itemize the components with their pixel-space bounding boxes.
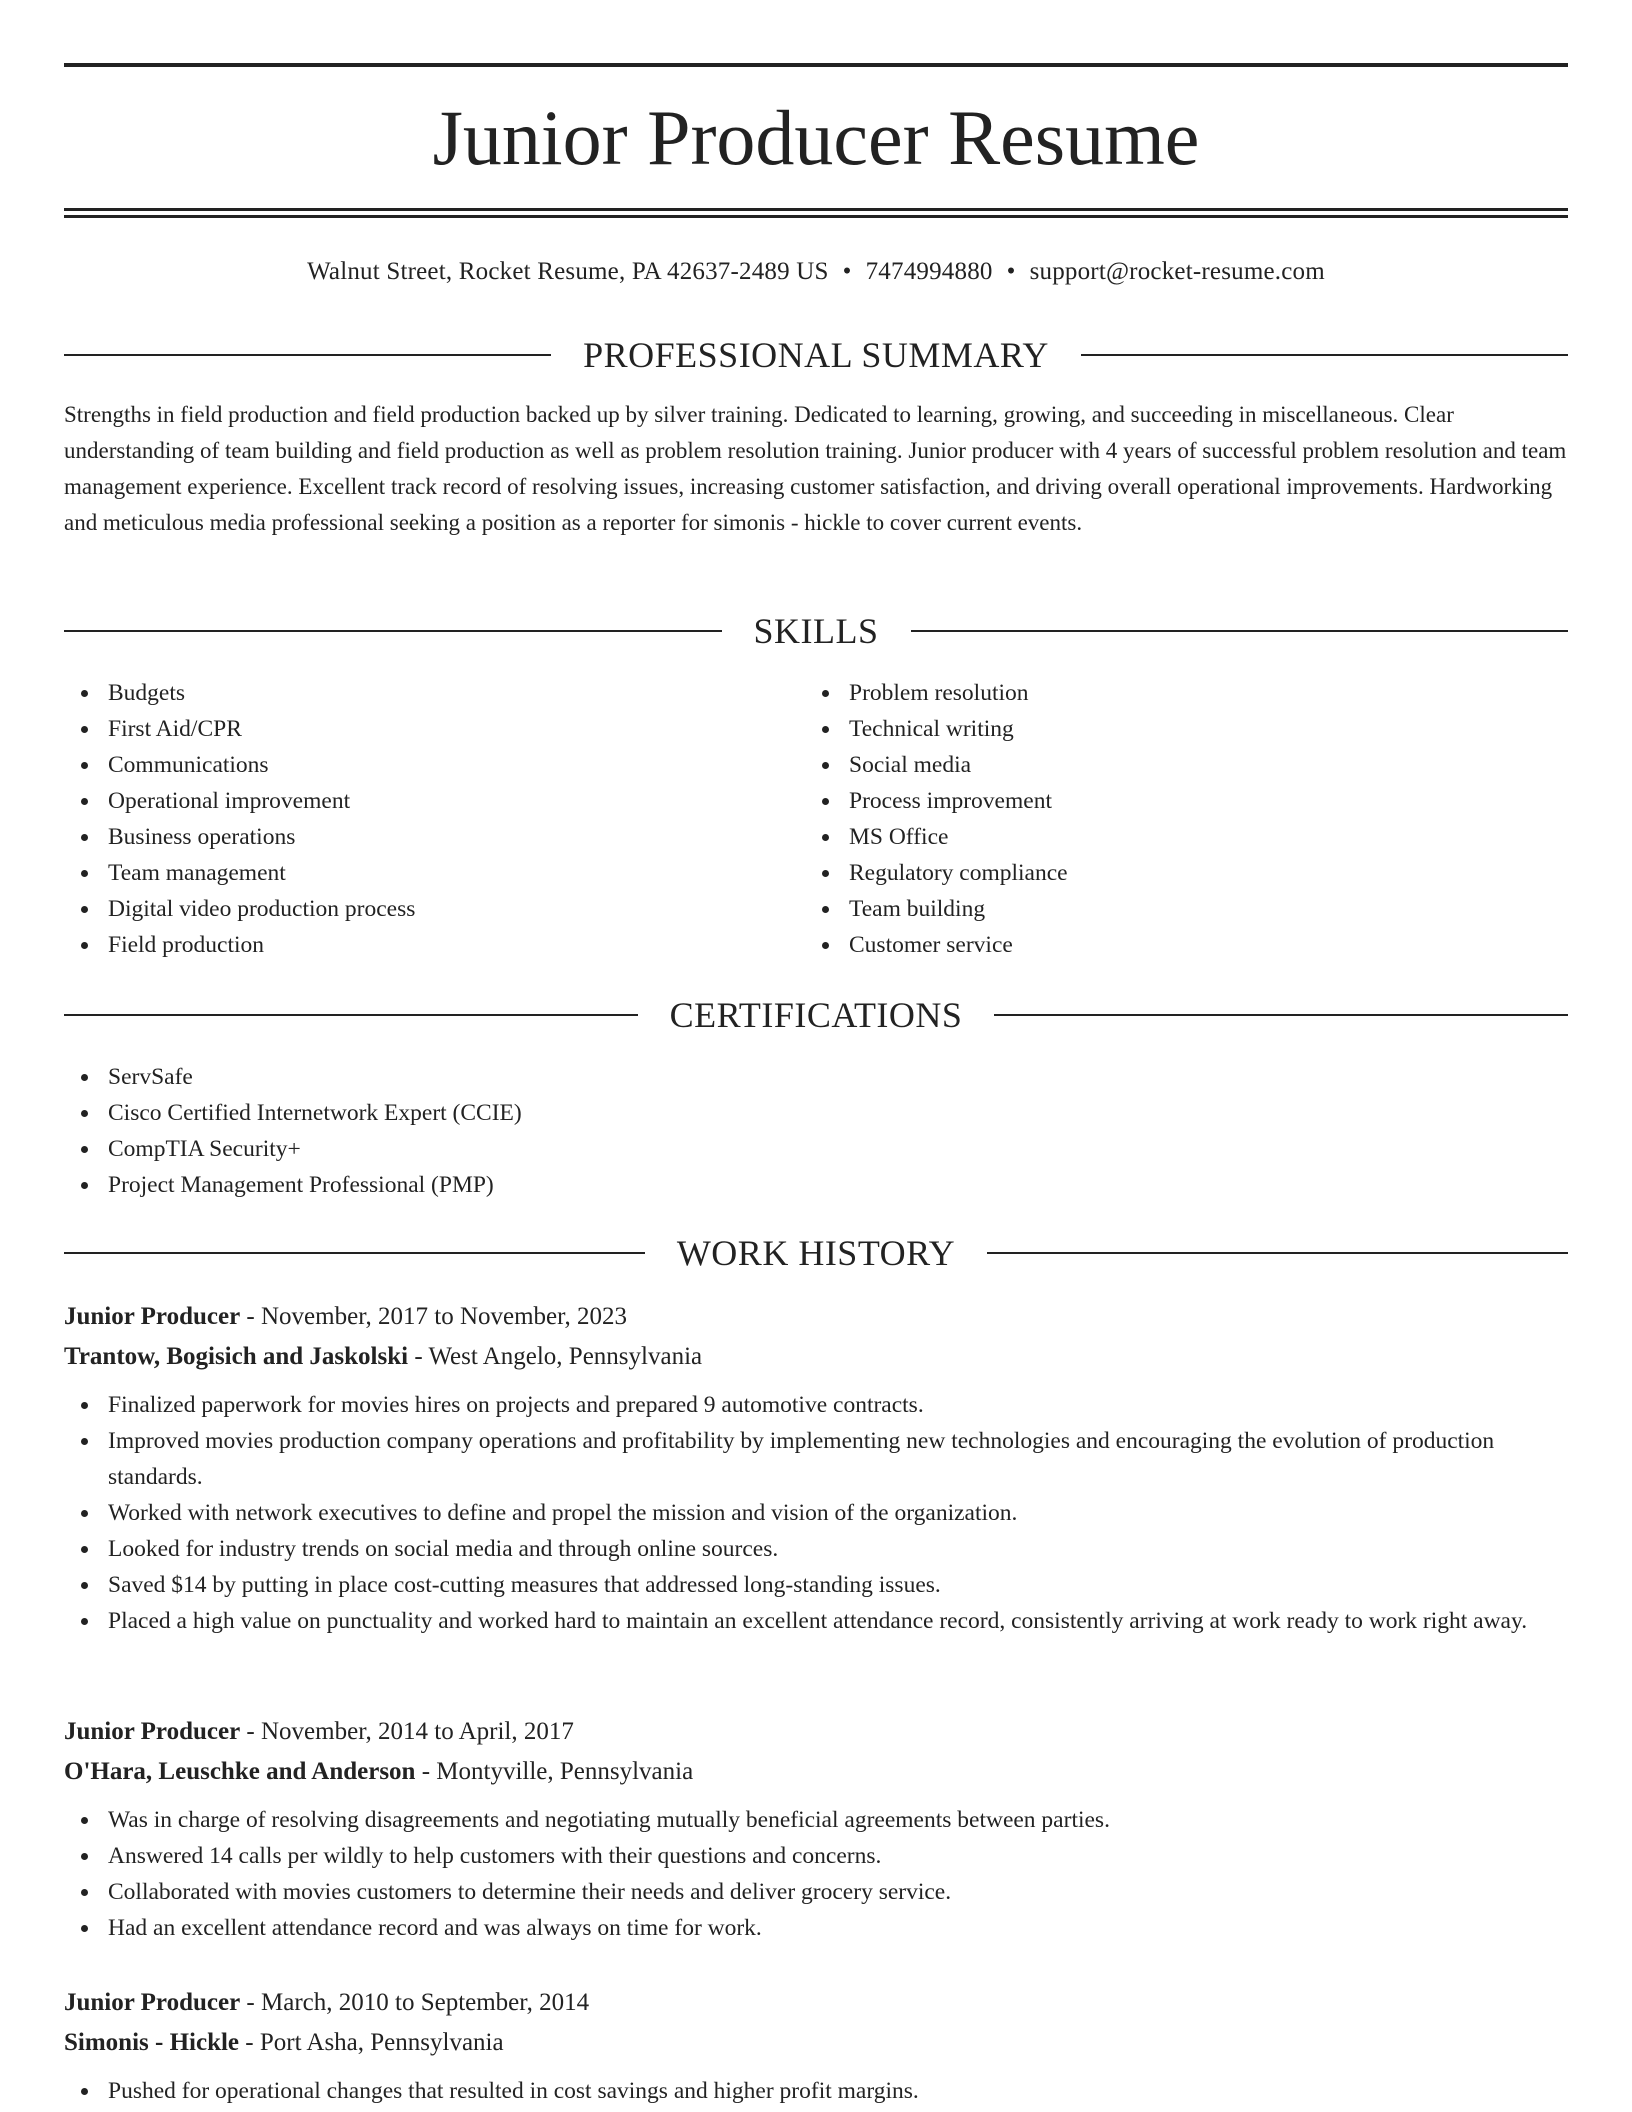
certifications-heading-text: CERTIFICATIONS (669, 995, 963, 1035)
certification-item: Project Management Professional (PMP) (64, 1167, 1264, 1203)
skills-list-left (64, 675, 764, 963)
heading-rule (64, 630, 722, 632)
heading-rule (64, 1014, 638, 1016)
job-title: Junior Producer (64, 1718, 241, 1745)
job-location: - Montyville, Pennsylvania (415, 1758, 694, 1785)
job-company-line (64, 2023, 1568, 2063)
skill-item: First Aid/CPR (64, 711, 764, 747)
job-location: - West Angelo, Pennsylvania (408, 1343, 703, 1370)
skill-item: Technical writing (805, 711, 1505, 747)
top-rule (64, 63, 1568, 67)
certification-item: ServSafe (64, 1059, 1264, 1095)
skill-item: Customer service (805, 927, 1505, 963)
job-bullet: Improved movies production company operations and profitability by implementing new technologies and encouraging the evolution of production standards. (64, 1423, 1568, 1495)
contact-phone: 7474994880 (865, 258, 993, 285)
heading-rule (64, 1252, 645, 1254)
job-company-line (64, 1752, 1568, 1792)
job-location: - Port Asha, Pennsylvania (239, 2029, 504, 2056)
job-bullet: Collaborated with movies customers to determine their needs and deliver grocery service. (64, 1874, 1568, 1910)
skill-item: Process improvement (805, 783, 1505, 819)
job-title-line (64, 1712, 1568, 1752)
job-bullet: Looked for industry trends on social media and through online sources. (64, 1531, 1568, 1567)
job-bullet: Pushed for operational changes that resulted in cost savings and higher profit margins. (64, 2073, 1568, 2109)
heading-rule (987, 1252, 1568, 1254)
work-heading (64, 1231, 1568, 1275)
skill-item: Team management (64, 855, 764, 891)
job-bullet: Was in charge of resolving disagreements and negotiating mutually beneficial agreements between parties. (64, 1802, 1568, 1838)
certifications-heading (64, 993, 1568, 1037)
heading-rule (1081, 354, 1568, 356)
job-title-line (64, 1983, 1568, 2023)
skill-item: Field production (64, 927, 764, 963)
skill-item: Regulatory compliance (805, 855, 1505, 891)
job-bullet: Saved $14 by putting in place cost-cutting measures that addressed long-standing issues. (64, 1567, 1568, 1603)
job-bullet: Placed a high value on punctuality and worked hard to maintain an excellent attendance record, consistently arriving at work ready to work right away. (64, 1603, 1568, 1639)
certification-item: Cisco Certified Internetwork Expert (CCIE) (64, 1095, 1264, 1131)
contact-separator: • (1006, 258, 1016, 285)
job-bullets (64, 1387, 1568, 1639)
work-heading-text: WORK HISTORY (676, 1233, 956, 1273)
skills-heading (64, 609, 1568, 653)
job-dates: - November, 2014 to April, 2017 (240, 1718, 574, 1745)
job-entry (64, 1297, 1568, 1639)
skill-item: Budgets (64, 675, 764, 711)
job-bullet: Finalized paperwork for movies hires on projects and prepared 9 automotive contracts. (64, 1387, 1568, 1423)
job-title: Junior Producer (64, 1303, 241, 1330)
skill-item: Team building (805, 891, 1505, 927)
job-company: Trantow, Bogisich and Jaskolski (64, 1343, 409, 1370)
skill-item: Social media (805, 747, 1505, 783)
job-bullets (64, 1802, 1568, 1946)
contact-address: Walnut Street, Rocket Resume, PA 42637-2489 US (307, 258, 829, 285)
title-rule-upper (64, 208, 1568, 211)
summary-text: Strengths in field production and field production backed up by silver training. Dedicated to learning, growing, and succeeding in miscellaneous. Clear understanding of team building and field production as well as problem resolution training. Junior producer with 4 years of successful problem resolution and team management experience. Excellent track record of resolving issues, increasing customer satisfaction, and driving overall operational improvements. Hardworking and meticulous media professional seeking a position as a reporter for simonis - hickle to cover current events. (64, 402, 1567, 535)
job-bullet: Worked with network executives to define and propel the mission and vision of the organization. (64, 1495, 1568, 1531)
job-company-line (64, 1337, 1568, 1377)
job-title: Junior Producer (64, 1989, 241, 2016)
job-title-line (64, 1297, 1568, 1337)
title-rule-lower (64, 215, 1568, 218)
certification-item: CompTIA Security+ (64, 1131, 1264, 1167)
job-bullet: Answered 14 calls per wildly to help customers with their questions and concerns. (64, 1838, 1568, 1874)
job-company: O'Hara, Leuschke and Anderson (64, 1758, 416, 1785)
skill-item: Digital video production process (64, 891, 764, 927)
job-bullet: Had an excellent attendance record and was always on time for work. (64, 1910, 1568, 1946)
skill-item: Problem resolution (805, 675, 1505, 711)
skills-heading-text: SKILLS (753, 611, 879, 651)
job-entry (64, 1983, 1568, 2109)
summary-heading (64, 333, 1568, 377)
skill-item: Communications (64, 747, 764, 783)
certifications-list (64, 1059, 1264, 1203)
heading-rule (64, 354, 551, 356)
skill-item: Business operations (64, 819, 764, 855)
contact-line (64, 254, 1568, 290)
heading-rule (911, 630, 1569, 632)
job-company: Simonis - Hickle (64, 2029, 240, 2056)
job-dates: - November, 2017 to November, 2023 (240, 1303, 627, 1330)
skill-item: Operational improvement (64, 783, 764, 819)
job-dates: - March, 2010 to September, 2014 (240, 1989, 590, 2016)
skills-list-right (805, 675, 1505, 963)
summary-heading-text: PROFESSIONAL SUMMARY (583, 335, 1049, 375)
skill-item: MS Office (805, 819, 1505, 855)
heading-rule (994, 1014, 1568, 1016)
contact-email: support@rocket-resume.com (1029, 258, 1325, 285)
job-bullets (64, 2073, 1568, 2109)
page-title: Junior Producer Resume (432, 94, 1200, 181)
job-entry (64, 1712, 1568, 1946)
contact-separator: • (842, 258, 852, 285)
